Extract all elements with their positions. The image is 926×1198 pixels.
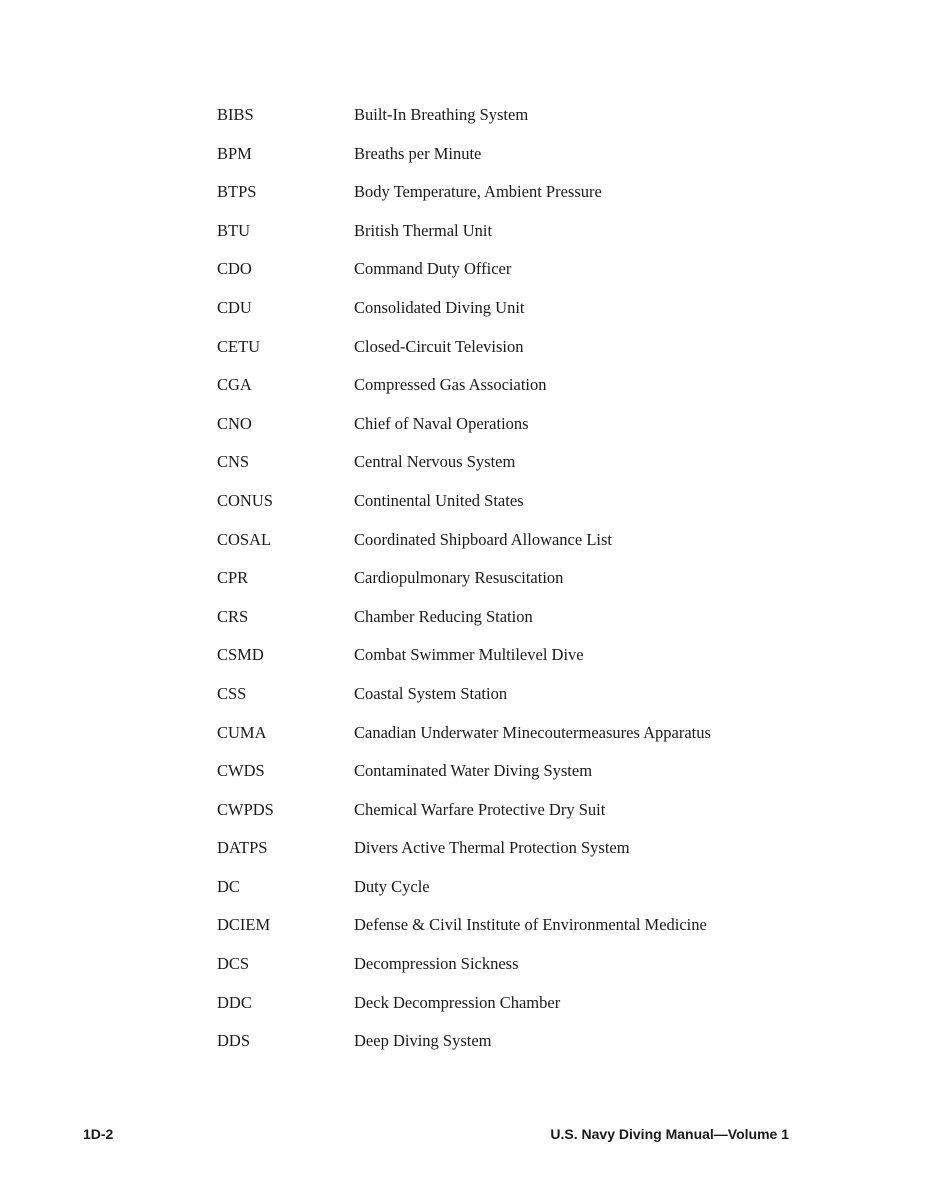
glossary-entry <box>0 450 926 489</box>
abbreviation: DC <box>217 876 240 896</box>
abbreviation: DDC <box>217 992 252 1012</box>
abbreviation: BTU <box>217 220 250 240</box>
abbreviation: CGA <box>217 375 252 395</box>
glossary-entry <box>0 798 926 837</box>
definition: Divers Active Thermal Protection System <box>354 838 630 858</box>
abbreviation: DDS <box>217 1031 251 1051</box>
glossary-entry <box>0 180 926 219</box>
abbreviation: DATPS <box>217 838 268 858</box>
abbreviation: CNS <box>217 452 250 472</box>
abbreviation: CPR <box>217 568 249 588</box>
definition: Canadian Underwater Minecoutermeasures Apparatus <box>354 722 711 742</box>
definition: Built-In Breathing System <box>354 105 529 124</box>
abbreviation: CSMD <box>217 645 264 665</box>
abbreviation: CSS <box>217 683 247 703</box>
glossary-entry <box>0 219 926 258</box>
glossary-entry <box>0 373 926 412</box>
definition: Consolidated Diving Unit <box>354 297 525 317</box>
definition: Central Nervous System <box>354 452 516 472</box>
page-number: 1D-2 <box>83 1126 114 1142</box>
glossary-entry <box>0 335 926 374</box>
definition: Continental United States <box>354 490 524 510</box>
glossary-entry <box>0 103 926 142</box>
definition: Chemical Warfare Protective Dry Suit <box>354 799 606 819</box>
definition: Compressed Gas Association <box>354 375 547 395</box>
abbreviation: CONUS <box>217 490 273 510</box>
glossary-entry <box>0 257 926 296</box>
glossary-entry <box>0 566 926 605</box>
abbreviation: BIBS <box>217 105 254 124</box>
definition: Combat Swimmer Multilevel Dive <box>354 645 584 665</box>
definition: Cardiopulmonary Resuscitation <box>354 568 564 588</box>
glossary-entry <box>0 836 926 875</box>
definition: Coastal System Station <box>354 683 508 703</box>
definition: British Thermal Unit <box>354 220 493 240</box>
definition: Coordinated Shipboard Allowance List <box>354 529 612 549</box>
glossary-entry <box>0 991 926 1030</box>
abbreviation: BTPS <box>217 182 257 202</box>
glossary-entry <box>0 682 926 721</box>
definition: Contaminated Water Diving System <box>354 761 593 781</box>
glossary-entry <box>0 643 926 682</box>
glossary-entry <box>0 1029 926 1068</box>
glossary-entry <box>0 875 926 914</box>
abbreviation: CUMA <box>217 722 267 742</box>
abbreviation: DCS <box>217 954 250 974</box>
manual-title: U.S. Navy Diving Manual—Volume 1 <box>550 1126 789 1142</box>
abbreviation: DCIEM <box>217 915 271 935</box>
abbreviation: BPM <box>217 143 252 163</box>
glossary-entry <box>0 721 926 760</box>
abbreviation: CDU <box>217 297 252 317</box>
definition: Breaths per Minute <box>354 143 482 163</box>
glossary-entry <box>0 528 926 567</box>
abbreviation: COSAL <box>217 529 272 549</box>
definition: Duty Cycle <box>354 876 430 896</box>
abbreviation: CRS <box>217 606 249 626</box>
glossary-entry <box>0 296 926 335</box>
definition: Defense & Civil Institute of Environmental Medicine <box>354 915 707 935</box>
abbreviation: CWDS <box>217 761 265 781</box>
definition: Deck Decompression Chamber <box>354 992 561 1012</box>
abbreviation: CDO <box>217 259 252 279</box>
glossary-entry <box>0 142 926 181</box>
glossary-entry <box>0 605 926 644</box>
abbreviation: CWPDS <box>217 799 274 819</box>
definition: Body Temperature, Ambient Pressure <box>354 182 602 202</box>
page-footer <box>0 1123 926 1145</box>
definition: Closed-Circuit Television <box>354 336 524 356</box>
glossary-entry <box>0 489 926 528</box>
definition: Command Duty Officer <box>354 259 512 279</box>
definition: Decompression Sickness <box>354 954 519 974</box>
definition: Chamber Reducing Station <box>354 606 533 626</box>
glossary-entry <box>0 913 926 952</box>
definition: Deep Diving System <box>354 1031 492 1051</box>
glossary-list <box>0 103 926 1068</box>
abbreviation: CETU <box>217 336 261 356</box>
glossary-entry <box>0 952 926 991</box>
glossary-entry <box>0 412 926 451</box>
abbreviation: CNO <box>217 413 252 433</box>
glossary-entry <box>0 759 926 798</box>
definition: Chief of Naval Operations <box>354 413 529 433</box>
